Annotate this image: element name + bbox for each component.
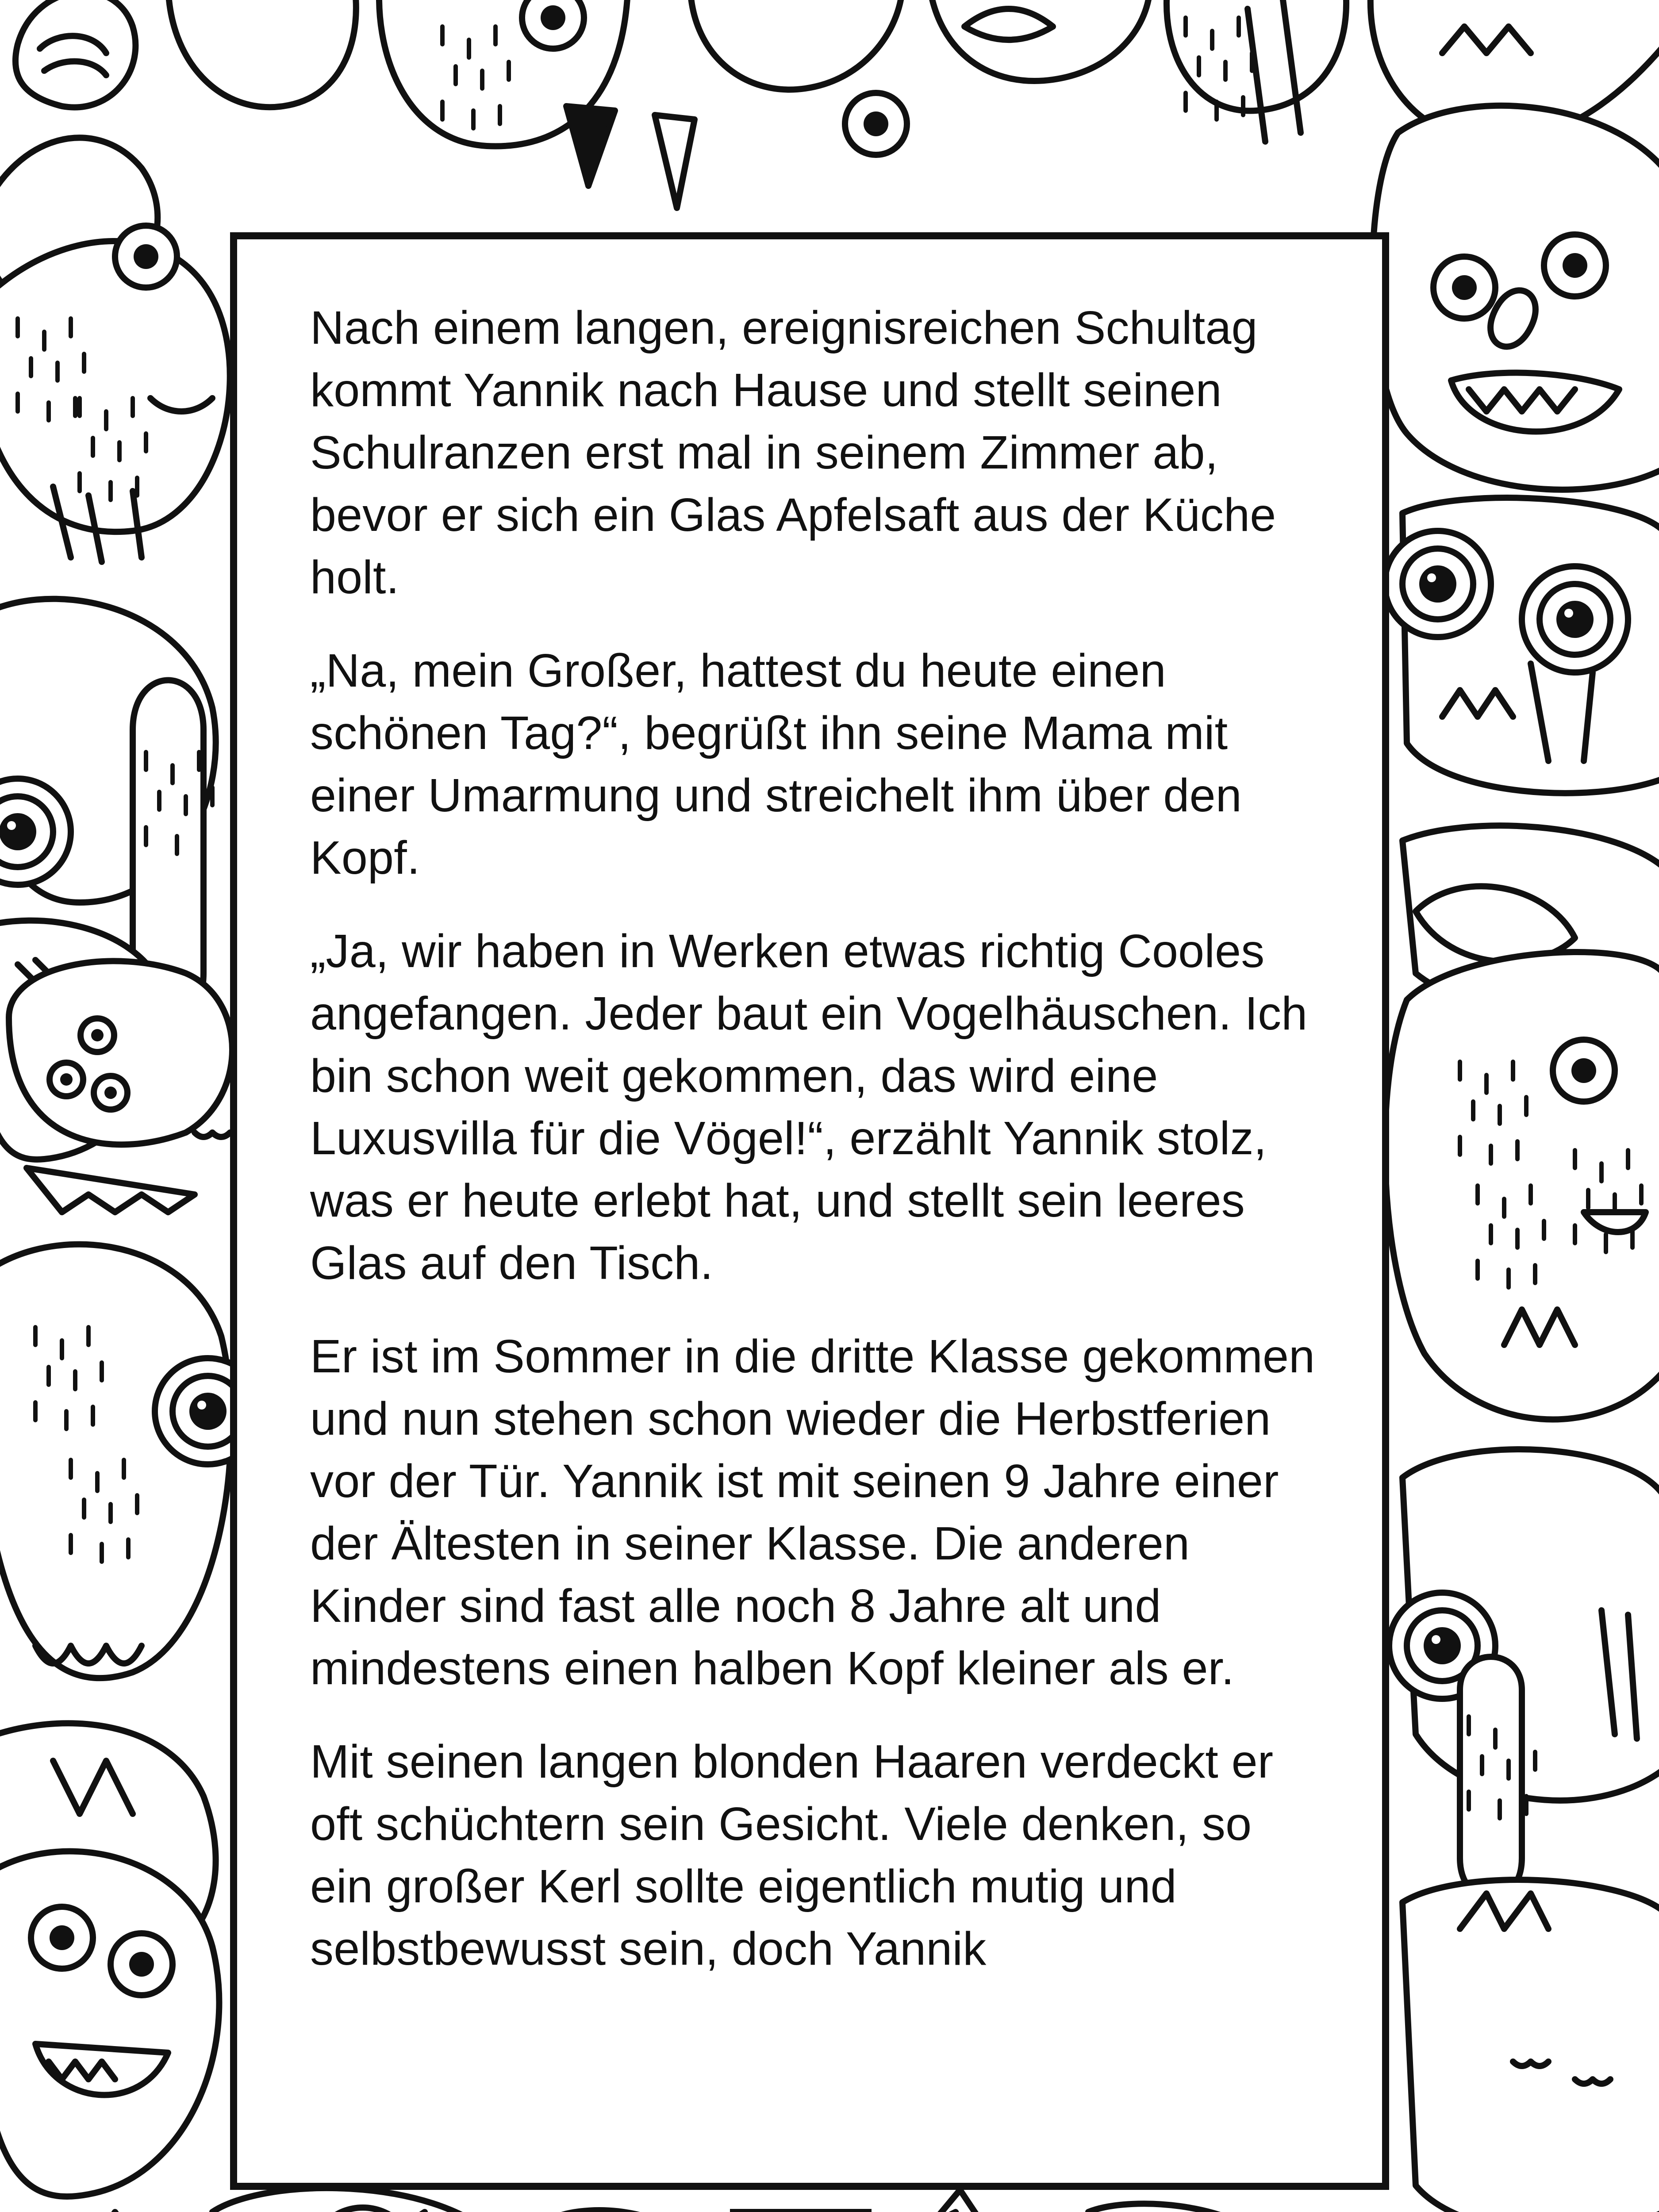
story-paragraph-2: „Na, mein Großer, hattest du heute einen schönen Tag?“, begrüßt ihn seine Mama mit einer Umarmung und streichelt ihm über den Kopf. xyxy=(310,645,1242,884)
story-paragraph-5: Mit seinen langen blonden Haaren verdeckt er oft schüchtern sein Gesicht. Viele denken, so ein großer Kerl sollte eigentlich mutig und selbstbewusst sein, doch Yannik xyxy=(310,1736,1274,1975)
story-paragraph-3: „Ja, wir haben in Werken etwas richtig Cooles angefangen. Jeder baut ein Vogelhäuschen. Ich bin schon weit gekommen, das wird eine Luxusvilla für die Vögel!“, erzählt Yannik stolz, was er heute erlebt hat, und stellt sein leeres Glas auf den Tisch. xyxy=(310,925,1308,1289)
story-text-box xyxy=(230,232,1389,2190)
page-number-box xyxy=(730,2209,872,2212)
story-paragraph-4: Er ist im Sommer in die dritte Klasse gekommen und nun stehen schon wieder die Herbstferien vor der Tür. Yannik ist mit seinen 9 Jahre einer der Ältesten in seiner Klasse. Die anderen Kinder sind fast alle noch 8 Jahre alt und mindestens einen halben Kopf kleiner als er. xyxy=(310,1330,1315,1694)
story-paragraph-1: Nach einem langen, ereignisreichen Schultag kommt Yannik nach Hause und stellt seinen Schulranzen erst mal in seinem Zimmer ab, bevor er sich ein Glas Apfelsaft aus der Küche holt. xyxy=(310,302,1276,603)
